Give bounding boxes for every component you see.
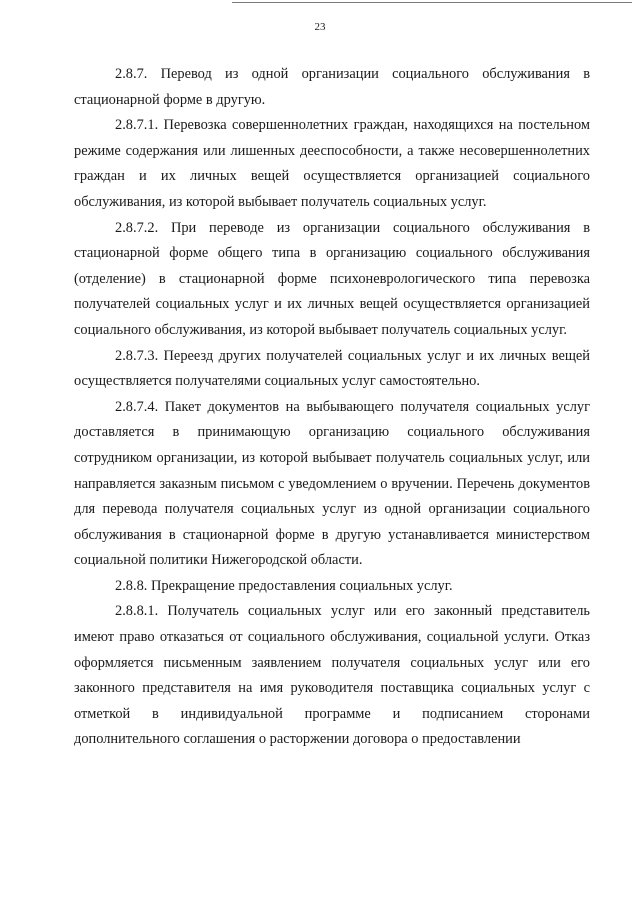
paragraph-2-8-7-3: 2.8.7.3. Переезд других получателей социальных услуг и их личных вещей осуществляется получателями социальных услуг самостоятельно. bbox=[74, 347, 590, 390]
paragraph-2-8-7-1: 2.8.7.1. Перевозка совершеннолетних граждан, находящихся на постельном режиме содержания или лишенных дееспособности, а также несовершеннолетних граждан и их личных вещей осуществляется организацией социального обслуживания, из которой выбывает получатель социальных услуг. bbox=[74, 117, 590, 210]
paragraph-2-8-7: 2.8.7. Перевод из одной организации социального обслуживания в стационарной форме в другую. bbox=[74, 66, 590, 108]
paragraph-2-8-8-1: 2.8.8.1. Получатель социальных услуг или его законный представитель имеют право отказаться от социального обслуживания, социальной услуги. Отказ оформляется письменным заявлением получателя социальных услуг или его законного представителя на имя руководителя поставщика социальных услуг с отметкой в индивидуальной программе и подписанием сторонами дополнительного соглашения о расторжении договора о предоставлении bbox=[74, 603, 590, 748]
paragraph-2-8-7-4: 2.8.7.4. Пакет документов на выбывающего получателя социальных услуг доставляется в принимающую организацию социального обслуживания сотрудником организации, из которой выбывает получатель социальных услуг, или направляется заказным письмом с уведомлением о вручении. Перечень документов для перевода получателя социальных услуг из одной организации социального обслуживания в стационарной форме в другую устанавливается министерством социальной политики Нижегородской области. bbox=[74, 398, 590, 569]
paragraph-2-8-7-2: 2.8.7.2. При переводе из организации социального обслуживания в стационарной форме общего типа в организацию социального обслуживания (отделение) в стационарной форме психоневрологического типа перевозка получателей социальных услуг и их личных вещей осуществляется организацией социального обслуживания, из которой выбывает получатель социальных услуг. bbox=[74, 219, 590, 338]
page-number: 23 bbox=[314, 21, 326, 33]
paragraph-2-8-8: 2.8.8. Прекращение предоставления социальных услуг. bbox=[115, 577, 453, 594]
document-body bbox=[74, 62, 590, 753]
scan-top-edge-line bbox=[232, 2, 632, 3]
